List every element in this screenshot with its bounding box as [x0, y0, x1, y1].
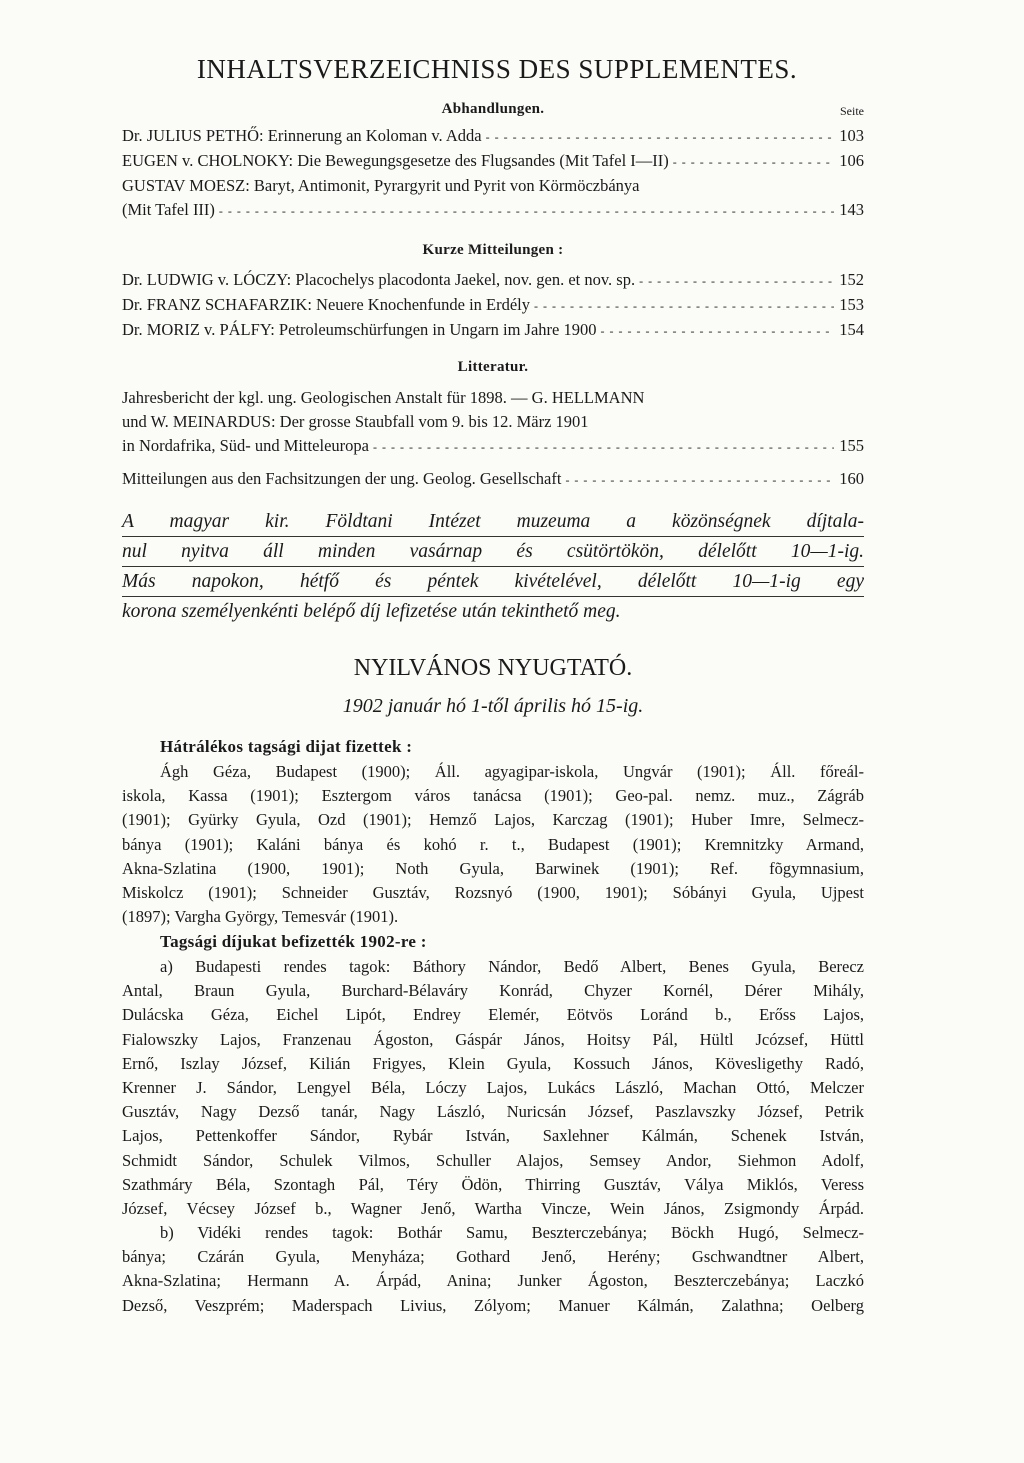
section-heading-abhandlungen: Abhandlungen. [441, 101, 545, 117]
toc-entry: Dr. JULIUS PETHŐ: Erinnerung an Koloman v. Adda - - - 103 [122, 124, 864, 149]
toc-entry: EUGEN v. CHOLNOKY: Die Bewegungsgesetze des Flugsandes (Mit Tafel I—II) - - - 106 [122, 149, 864, 174]
toc-entry: GUSTAV MOESZ: Baryt, Antimonit, Pyrargyrit und Pyrit von Körmöczbánya [122, 176, 640, 195]
page-title: INHALTSVERZEICHNISS DES SUPPLEMENTES. [196, 54, 798, 84]
toc-abhandlungen [122, 124, 864, 223]
notice-line: A magyar kir. Földtani Intézet muzeuma a közönségnek díjtala- [122, 507, 864, 537]
hatralekos-list: Ágh Géza, Budapest (1900); Áll. agyagipar-iskola, Ungvár (1901); Áll. főreál- iskola, Kassa (1901); Esztergom város tanácsa (1901); Geo-pal. nemz. muz., Zágráb (1901); Gyürky Gyula, Ozd (1901); Hemző Lajos, Karczag (1901); Huber Imre, Selmecz- bánya (1901); Kaláni bánya és kohó r. t., Budapest (1901); Kremnitzky Armand, Akna-Szlatina (1900, 1901); Noth Gyula, Barwinek (1901); Ref. fõgymnasium, Miskolcz (1901); Schneider Gusztáv, Rozsnyó (1900, 1901); Sóbányi Gyula, Ujpest (1897); Vargha György, Temesvár (1901). [122, 762, 864, 927]
toc-entry: und W. MEINARDUS: Der grosse Staubfall vom 9. bis 12. März 1901 [122, 412, 589, 431]
toc-litteratur [122, 386, 864, 492]
notice-line: nul nyitva áll minden vasárnap és csütörtökön, délelőtt 10—1-ig. [122, 537, 864, 567]
nyugtato-subtitle: 1902 január hó 1-től április hó 15-ig. [342, 695, 644, 717]
nyugtato-title: NYILVÁNOS NYUGTATÓ. [353, 655, 633, 681]
toc-entry: Dr. FRANZ SCHAFARZIK: Neuere Knochenfunde in Erdély - - - 153 [122, 293, 864, 318]
toc-entry: (Mit Tafel III) - - - 143 [122, 198, 864, 223]
section-heading-litteratur: Litteratur. [457, 359, 529, 375]
section-heading-kurze: Kurze Mitteilungen : [422, 242, 564, 258]
toc-entry: Mitteilungen aus den Fachsitzungen der ung. Geolog. Gesellschaft - - - 160 [122, 467, 864, 492]
toc-kurze [122, 268, 864, 343]
videki-tagok-list: b) Vidéki rendes tagok: Bothár Samu, Beszterczebánya; Böckh Hugó, Selmecz- bánya; Czárán Gyula, Menyháza; Gothard Jenő, Herény; Gschwandtner Albert, Akna-Szlatina; Hermann A. Árpád, Anina; Junker Ágoston, Beszterczebánya; Laczkó Dezső, Veszprém; Maderspach Livius, Zólyom; Manuer Kálmán, Zalathna; Oelberg [122, 1223, 864, 1315]
toc-entry: Jahresbericht der kgl. ung. Geologischen Anstalt für 1898. — G. HELLMANN [122, 388, 645, 407]
toc-entry: in Nordafrika, Süd- und Mitteleuropa - - - 155 [122, 434, 864, 459]
notice-line: korona személyenkénti belépő díj lefizetése után tekinthető meg. [122, 601, 621, 622]
notice-line: Más napokon, hétfő és péntek kivételével, délelőtt 10—1-ig egy [122, 567, 864, 597]
toc-entry: Dr. LUDWIG v. LÓCZY: Placochelys placodonta Jaekel, nov. gen. et nov. sp. - - - 152 [122, 268, 864, 293]
hatralekos-heading: Hátrálékos tagsági dijat fizettek : [160, 737, 413, 756]
tagsagi-heading: Tagsági díjukat befizették 1902-re : [160, 932, 427, 951]
toc-entry: Dr. MORIZ v. PÁLFY: Petroleumschürfungen in Ungarn im Jahre 1900 - - - 154 [122, 318, 864, 343]
seite-label: Seite [840, 104, 864, 118]
budapesti-tagok-list: a) Budapesti rendes tagok: Báthory Nándor, Bedő Albert, Benes Gyula, Berecz Antal, Braun Gyula, Burchard-Bélaváry Konrád, Chyzer Kornél, Dérer Mihály, Dulácska Géza, Eichel Lipót, Endrey Elemér, Eötvös Loránd b., Erőss Lajos, Fialowszky Lajos, Franzenau Ágoston, Gáspár János, Hoitsy Pál, Hültl Jcózsef, Hüttl Ernő, Iszlay József, Kilián Frigyes, Klein Gyula, Kossuch János, Kövesligethy Radó, Krenner J. Sándor, Lengyel Béla, Lóczy Lajos, Lukács László, Machan Ottó, Melczer Gusztáv, Nagy Dezső tanár, Nagy László, Nuricsán József, Paszlavszky József, Petrik Lajos, Pettenkoffer Sándor, Rybár István, Saxlehner Kálmán, Schenek István, Schmidt Sándor, Schulek Vilmos, Schuller Alajos, Semsey Andor, Siehmon Adolf, Szathmáry Béla, Szontagh Pál, Téry Ödön, Thirring Gusztáv, Vályа Miklós, Veress József, Vécsey József b., Wagner Jenő, Wartha Vincze, Wein János, Zsigmondy Árpád. [122, 957, 864, 1219]
museum-notice [122, 507, 864, 626]
